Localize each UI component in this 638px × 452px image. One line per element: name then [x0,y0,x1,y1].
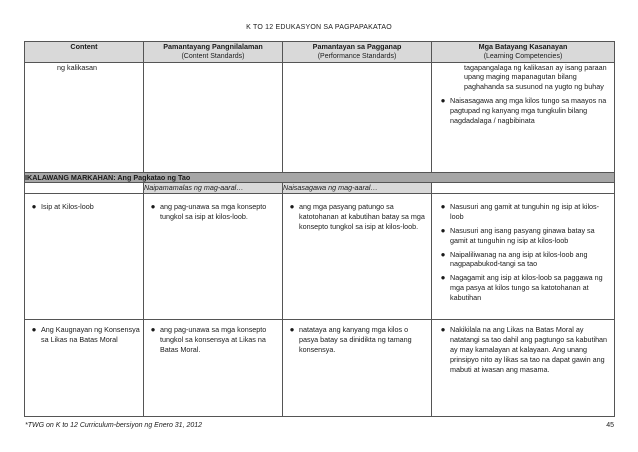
curriculum-table [24,41,615,417]
bullet-dot-icon: ● [440,325,446,335]
table-row [25,194,615,320]
competency-text: Nasusuri ang gamit at tunguhin ng isip at kilos-loob [450,202,600,222]
lead-empty-cell [432,183,615,194]
column-header-performance-standards [283,42,432,63]
column-header-subtitle: (Performance Standards) [317,52,397,60]
bullet-dot-icon: ● [440,95,446,105]
content-text: Isip at Kilos-loob [41,202,94,212]
competency-item [432,250,614,270]
content-cell [25,62,144,172]
standard-item [144,325,282,354]
lead-empty-cell [25,183,144,194]
performance-cell [283,320,432,417]
bullet-dot-icon: ● [440,225,446,235]
competency-text: tagapangalaga ng kalikasan ay isang paraan upang maging mapanagutan bilang paghahanda sa susunod na yugto ng buhay [464,62,607,92]
competency-text: Naipaliliwanag na ang isip at kilos-loob ang nagpapabukod-tangi sa tao [450,249,588,269]
bullet-dot-icon: ● [440,273,446,283]
competency-cell [432,320,615,417]
performance-cell [283,62,432,172]
content-item [25,202,143,212]
bullet-dot-icon: ● [150,202,156,212]
page-number: 45 [606,422,614,429]
page-header-title: K TO 12 EDUKASYON SA PAGPAPAKATAO [246,24,392,31]
standard-cell [144,320,283,417]
competency-text: Naisasagawa ang mga kilos tungo sa maayos na pagtupad ng kanyang mga tungkulin bilang nagdadalaga / nagbibinata [450,95,607,125]
lead-standard: Naipamamalas ng mag-aaral… [144,183,283,194]
column-header-content [25,42,144,63]
performance-text: ang mga pasyang patungo sa katotohanan at kabutihan batay sa mga konsepto tungkol sa isip at kilos-loob. [299,202,425,231]
content-cell [25,194,144,320]
competency-text: Nakikilala na ang Likas na Batas Moral ay natatangi sa tao dahil ang pagtungo sa kabutihan ay may kamalayan at kalayaan. Ang unang prinsipyo nito ay likas sa tao na dapat gawin ang mabuti at iwasan ang masama. [450,325,608,374]
bullet-dot-icon: ● [289,325,295,335]
standard-text: ang pag-unawa sa mga konsepto tungkol sa isip at kilos-loob. [160,202,267,222]
column-header-title: Mga Batayang Kasanayan [478,42,568,51]
content-text: Ang Kaugnayan ng Konsensya sa Likas na Batas Moral [41,325,140,345]
competency-text: Nagagamit ang isip at kilos-loob sa paggawa ng mga pasya at kilos tungo sa katotohanan at kabutihan [450,273,603,302]
standard-text: ang pag-unawa sa mga konsepto tungkol sa konsensya at Likas na Batas Moral. [160,325,267,354]
standard-cell [144,194,283,320]
competency-item [432,226,614,246]
bullet-dot-icon: ● [440,249,446,259]
competency-item [432,273,614,302]
competency-item [432,202,614,222]
performance-cell [283,194,432,320]
content-cell [25,320,144,417]
competency-item [432,96,614,125]
section-title: IKALAWANG MARKAHAN: Ang Pagkatao ng Tao [25,172,615,183]
competency-text: Nasusuri ang isang pasyang ginawa batay sa gamit at tunguhin ng isip at kilos-loob [450,225,595,245]
footer-note: *TWG on K to 12 Curriculum-bersiyon ng Enero 31, 2012 [25,422,203,429]
performance-item [283,202,431,231]
table-row [25,320,615,417]
bullet-dot-icon: ● [440,202,446,212]
content-text: ng kalikasan [57,62,97,72]
column-header-title: Pamantayan sa Pagganap [312,42,402,51]
content-item [25,325,143,345]
column-header-title: Content [70,42,98,51]
column-header-subtitle: (Learning Competencies) [483,52,563,60]
performance-item [283,325,431,354]
standard-cell [144,62,283,172]
competency-cell [432,194,615,320]
competency-item [432,325,614,374]
column-header-learning-competencies [432,42,615,63]
column-header-subtitle: (Content Standards) [181,52,245,60]
table-row [25,62,615,172]
column-header-content-standards [144,42,283,63]
performance-text: natataya ang kanyang mga kilos o pasya batay sa dinidikta ng tamang konsensya. [299,325,412,354]
standard-item [144,202,282,222]
bullet-dot-icon: ● [289,202,295,212]
bullet-dot-icon: ● [150,325,156,335]
column-header-title: Pamantayang Pangnilalaman [163,42,263,51]
bullet-dot-icon: ● [31,325,37,335]
competency-cell [432,62,615,172]
lead-performance: Naisasagawa ng mag-aaral… [283,183,432,194]
bullet-dot-icon: ● [31,202,37,212]
